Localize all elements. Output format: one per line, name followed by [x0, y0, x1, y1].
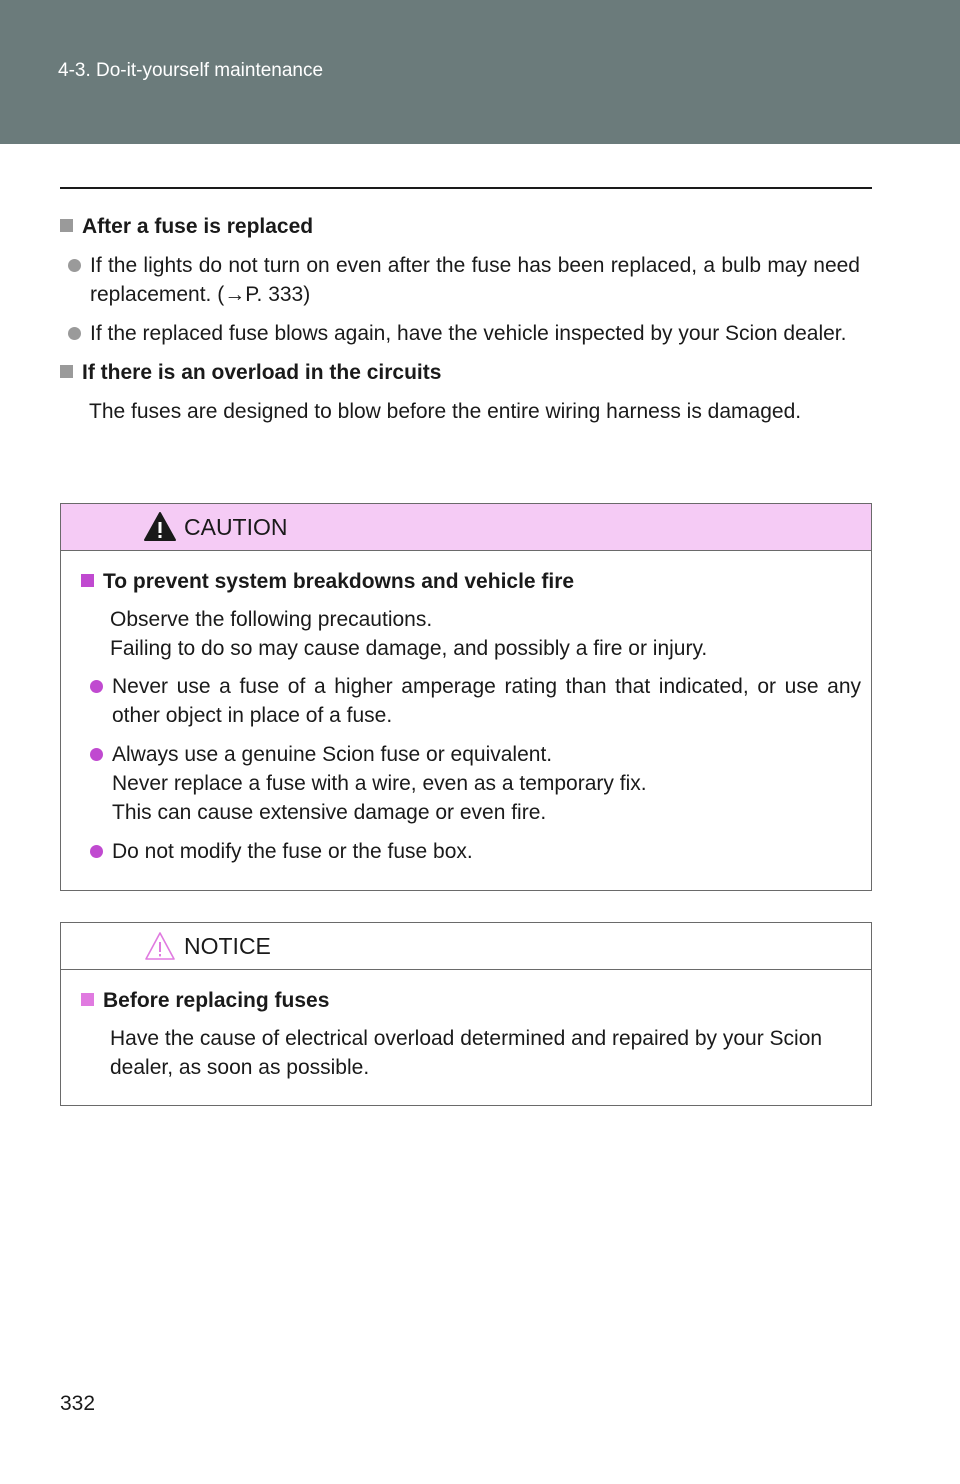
caution-intro: Observe the following precautions. Failing to do so may cause damage, and possibly a fire or injury.	[110, 608, 708, 660]
page-header	[0, 0, 960, 144]
list-item: Do not modify the fuse or the fuse box.	[81, 837, 861, 866]
caution-box	[60, 503, 872, 891]
square-bullet-icon	[60, 365, 73, 378]
square-bullet-icon	[60, 219, 73, 232]
warning-triangle-outline-icon	[143, 930, 177, 962]
square-bullet-icon	[81, 574, 94, 587]
list-item: If the lights do not turn on even after the fuse has been replaced, a bulb may need replacement. (→P. 333)	[60, 251, 860, 309]
caution-label: CAUTION	[184, 514, 288, 540]
page-number: 332	[60, 1392, 96, 1415]
caution-heading: To prevent system breakdowns and vehicle fire	[81, 567, 861, 596]
list-item: Never use a fuse of a higher amperage rating than that indicated, or use any other object in place of a fuse.	[81, 672, 861, 730]
main-content	[60, 212, 860, 436]
list-item: Always use a genuine Scion fuse or equivalent. Never replace a fuse with a wire, even as a temporary fix. This can cause extensive damage or even fire.	[81, 740, 861, 827]
list-item: If the replaced fuse blows again, have the vehicle inspected by your Scion dealer.	[60, 319, 860, 348]
caution-body	[61, 551, 871, 866]
caution-header	[61, 504, 871, 551]
square-bullet-icon	[81, 993, 94, 1006]
section-title: 4-3. Do-it-yourself maintenance	[58, 60, 324, 81]
round-bullet-icon	[90, 748, 103, 761]
notice-header	[61, 923, 871, 970]
notice-heading: Before replacing fuses	[81, 986, 861, 1015]
divider	[60, 187, 872, 189]
round-bullet-icon	[68, 327, 81, 340]
notice-label: NOTICE	[184, 933, 271, 959]
section-heading: If there is an overload in the circuits	[60, 358, 860, 387]
paragraph: The fuses are designed to blow before the entire wiring harness is damaged.	[89, 400, 802, 423]
round-bullet-icon	[90, 680, 103, 693]
notice-body	[61, 970, 871, 1082]
warning-triangle-filled-icon	[143, 511, 177, 543]
round-bullet-icon	[68, 259, 81, 272]
round-bullet-icon	[90, 845, 103, 858]
notice-text: Have the cause of electrical overload determined and repaired by your Scion dealer, as soon as possible.	[110, 1027, 823, 1079]
notice-box	[60, 922, 872, 1106]
section-heading: After a fuse is replaced	[60, 212, 860, 241]
